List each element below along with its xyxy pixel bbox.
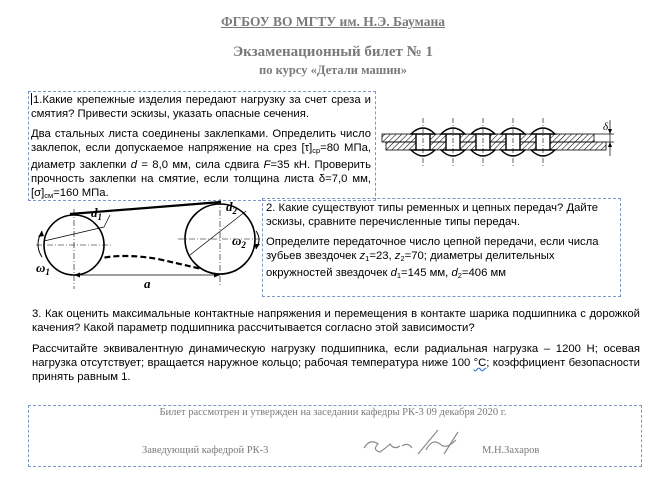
course-title: по курсу «Детали машин» bbox=[259, 63, 407, 77]
question-3-task: Рассчитайте эквивалентную динамическую нагрузку подшипника, если радиальная нагрузка – 1200 Н; осевая нагрузка отсутствует; вращается наружное кольцо; рабочая температура ниже 100 °C; коэффициент безопасности принять равным 1. bbox=[32, 343, 640, 383]
question-3-theory: 3. Как оценить максимальные контактные напряжения и перемещения в контакте шарика подшипника с дорожкой качения? Какой параметр подшипника рассчитывается согласно этой зависимости? bbox=[32, 308, 640, 334]
label-d1: $d_1$ bbox=[91, 205, 102, 222]
organization-title: ФГБОУ ВО МГТУ им. Н.Э. Баумана bbox=[221, 14, 445, 29]
label-d2: $d_2$ bbox=[226, 199, 237, 216]
head-of-department-label: Заведующий кафедрой РК-3 bbox=[142, 445, 269, 456]
question-2-theory: 2. Какие существуют типы ременных и цепных передач? Дайте эскизы, сравните перечисленные типы передач. bbox=[266, 202, 599, 228]
question-1-text[interactable] bbox=[31, 93, 371, 203]
question-1-theory: 1.Какие крепежные изделия передают нагрузку за счет среза и смятия? Привести эскизы, указать опасные сечения. bbox=[31, 94, 371, 120]
question-2-text[interactable] bbox=[266, 201, 616, 283]
thickness-label: δ bbox=[603, 121, 609, 133]
approval-note: Билет рассмотрен и утвержден на заседании кафедры РК-3 09 декабря 2020 г. bbox=[159, 407, 507, 418]
question-2-task: Определите передаточное число цепной передачи, если числа зубьев звездочек $z_1=23$, $z_2=70$; диаметры делительных окружностей звездочек $d_1=145$ мм, $d_2=406$ мм bbox=[266, 236, 599, 280]
label-center-distance: a bbox=[144, 276, 151, 291]
text-cursor bbox=[31, 93, 32, 105]
belt-drive-figure bbox=[28, 197, 266, 295]
rivet-joint-figure bbox=[380, 116, 620, 180]
spellcheck-degrees: °C bbox=[473, 357, 487, 369]
ticket-title: Экзаменационный билет № 1 bbox=[233, 44, 433, 60]
head-of-department-name: М.Н.Захаров bbox=[482, 445, 540, 456]
question-3-text[interactable] bbox=[32, 307, 640, 384]
signature bbox=[360, 424, 470, 464]
label-omega1: $\omega_1$ bbox=[36, 260, 50, 277]
label-omega2: $\omega_2$ bbox=[232, 233, 246, 250]
svg-text:Захаров: Захаров bbox=[360, 462, 364, 463]
question-1-task: Два стальных листа соединены заклепками. Определить число заклепок, если допускаемое напряжение на срез $[\tau]_{ср}=80$ МПа, диаметр заклепки d = 8,0 мм, сила сдвига F=35 кН. Проверить прочность заклепки на смятие, если толщина листа δ=7,0 мм, $[\sigma]_{см}=160$ МПа. bbox=[31, 128, 371, 200]
